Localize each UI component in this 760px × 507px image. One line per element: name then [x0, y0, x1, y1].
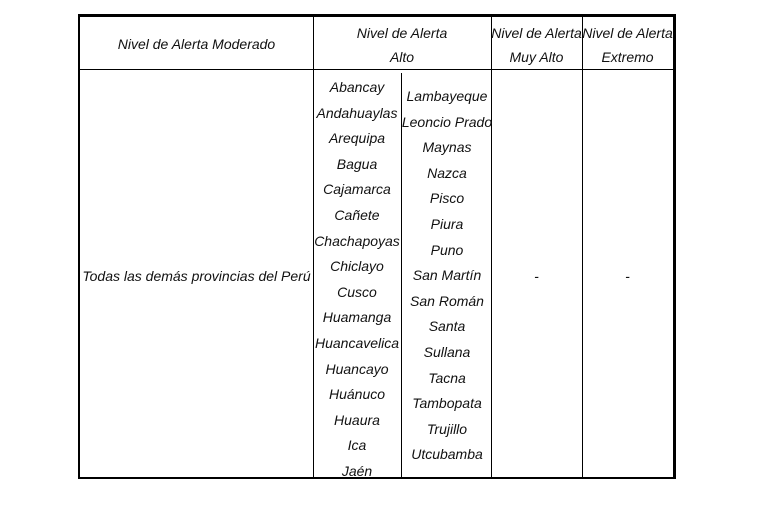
province-name: Piura: [430, 215, 464, 232]
header-muy-alto-line1: Nivel de Alerta: [491, 25, 582, 41]
province-name: Ica: [347, 437, 367, 454]
province-name: Jaén: [341, 462, 373, 479]
muy-alto-value: -: [534, 268, 539, 284]
province-name: Puno: [430, 241, 464, 258]
extremo-value: -: [625, 268, 630, 284]
province-name: Andahuaylas: [316, 104, 398, 121]
province-name: Tambopata: [412, 395, 482, 412]
province-name: Lambayeque: [406, 88, 488, 104]
province-name: Huancayo: [325, 360, 389, 377]
province-name: Abancay: [329, 79, 385, 95]
province-name: Cusco: [337, 283, 377, 300]
province-name: Cañete: [334, 206, 380, 223]
header-extremo-line1: Nivel de Alerta: [582, 25, 673, 41]
province-name: Nazca: [427, 164, 467, 181]
province-name: Chiclayo: [330, 258, 384, 275]
province-name: San Román: [410, 292, 484, 309]
moderado-value: Todas las demás provincias del Perú: [82, 268, 311, 284]
province-name: Arequipa: [328, 130, 386, 147]
province-name: Trujillo: [426, 420, 468, 437]
province-name: Tacna: [428, 369, 466, 386]
alto-provinces-list-2: [401, 84, 493, 468]
province-name: Santa: [428, 318, 466, 335]
province-name: Huánuco: [328, 386, 386, 403]
province-name: Cajamarca: [323, 181, 391, 198]
header-moderado: Nivel de Alerta Moderado: [117, 36, 276, 52]
province-name: Chachapoyas: [314, 232, 400, 249]
province-name: Sullana: [423, 343, 471, 360]
header-muy-alto-line2: Muy Alto: [509, 49, 564, 65]
province-name: Pisco: [429, 190, 465, 207]
alert-level-table: [78, 14, 676, 479]
header-alto-line2: Alto: [389, 49, 415, 65]
province-name: Bagua: [336, 155, 378, 172]
province-name: Maynas: [422, 139, 472, 156]
province-name: Leoncio Prado: [401, 113, 493, 130]
province-name: Huancavelica: [314, 334, 400, 351]
province-name: San Martín: [412, 267, 482, 284]
province-name: Huaura: [334, 411, 380, 428]
header-alto-line1: Nivel de Alerta: [356, 25, 448, 41]
header-extremo-line2: Extremo: [601, 49, 654, 65]
alto-provinces-list-1: [313, 75, 401, 485]
province-name: Huamanga: [322, 309, 392, 326]
province-name: Utcubamba: [411, 446, 483, 463]
